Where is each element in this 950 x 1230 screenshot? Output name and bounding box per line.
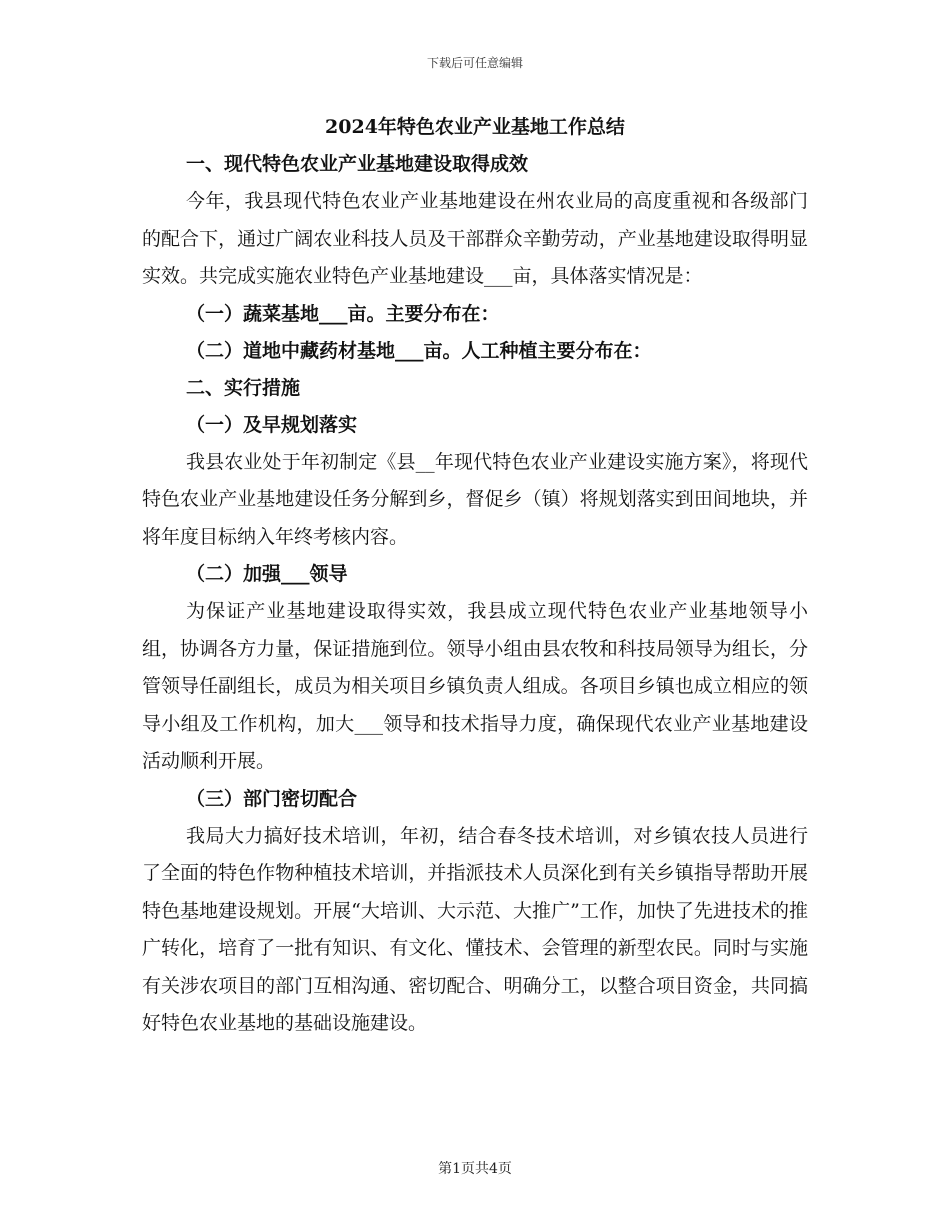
page-number-footer: 第1页共4页 <box>438 1161 512 1177</box>
document-title: 2024年特色农业产业基地工作总结 <box>325 116 625 138</box>
section-2-paragraph-3: 我局大力搞好技术培训，年初，结合春冬技术培训，对乡镇农技人员进行了全面的特色作物种植技术培训，并指派技术人员深化到有关乡镇指导帮助开展特色基地建设规划。开展“大培训、大示范、大推广”工作，加快了先进技术的推广转化，培育了一批有知识、有文化、懂技术、会管理的新型农民。同时与实施有关涉农项目的部门互相沟通、密切配合、明确分工，以整合项目资金，共同搞好特色农业基地的基础设施建设。 <box>142 824 808 1034</box>
section-2-paragraph-1: 我县农业处于年初制定《县__年现代特色农业产业建设实施方案》，将现代特色农业产业基地建设任务分解到乡，督促乡（镇）将规划落实到田间地块，并将年度目标纳入年终考核内容。 <box>142 450 808 548</box>
section-2-paragraph-2: 为保证产业基地建设取得实效，我县成立现代特色农业产业基地领导小组，协调各方力量，保证措施到位。领导小组由县农牧和科技局领导为组长，分管领导任副组长，成员为相关项目乡镇负责人组成。各项目乡镇也成立相应的领导小组及工作机构，加大___领导和技术指导力度，确保现代农业产业基地建设活动顺利开展。 <box>142 600 808 772</box>
section-1-item-2: （二）道地中藏药材基地___亩。人工种植主要分布在： <box>186 339 652 362</box>
section-1-item-1: （一）蔬菜基地___亩。主要分布在： <box>186 302 500 325</box>
section-2-subheading-2: （二）加强___领导 <box>186 563 348 585</box>
section-1-heading: 一、现代特色农业产业基地建设取得成效 <box>186 153 529 175</box>
section-2-subheading-3: （三）部门密切配合 <box>186 787 358 810</box>
section-1-paragraph-1: 今年，我县现代特色农业产业基地建设在州农业局的高度重视和各级部门的配合下，通过广阔农业科技人员及干部群众辛勤劳动，产业基地建设取得明显实效。共完成实施农业特色产业基地建设___亩，具体落实情况是： <box>142 190 808 287</box>
document-body <box>142 112 808 1043</box>
header-note: 下载后可任意编辑 <box>426 56 523 70</box>
section-2-subheading-1: （一）及早规划落实 <box>186 413 358 436</box>
section-2-heading: 二、实行措施 <box>186 376 301 399</box>
